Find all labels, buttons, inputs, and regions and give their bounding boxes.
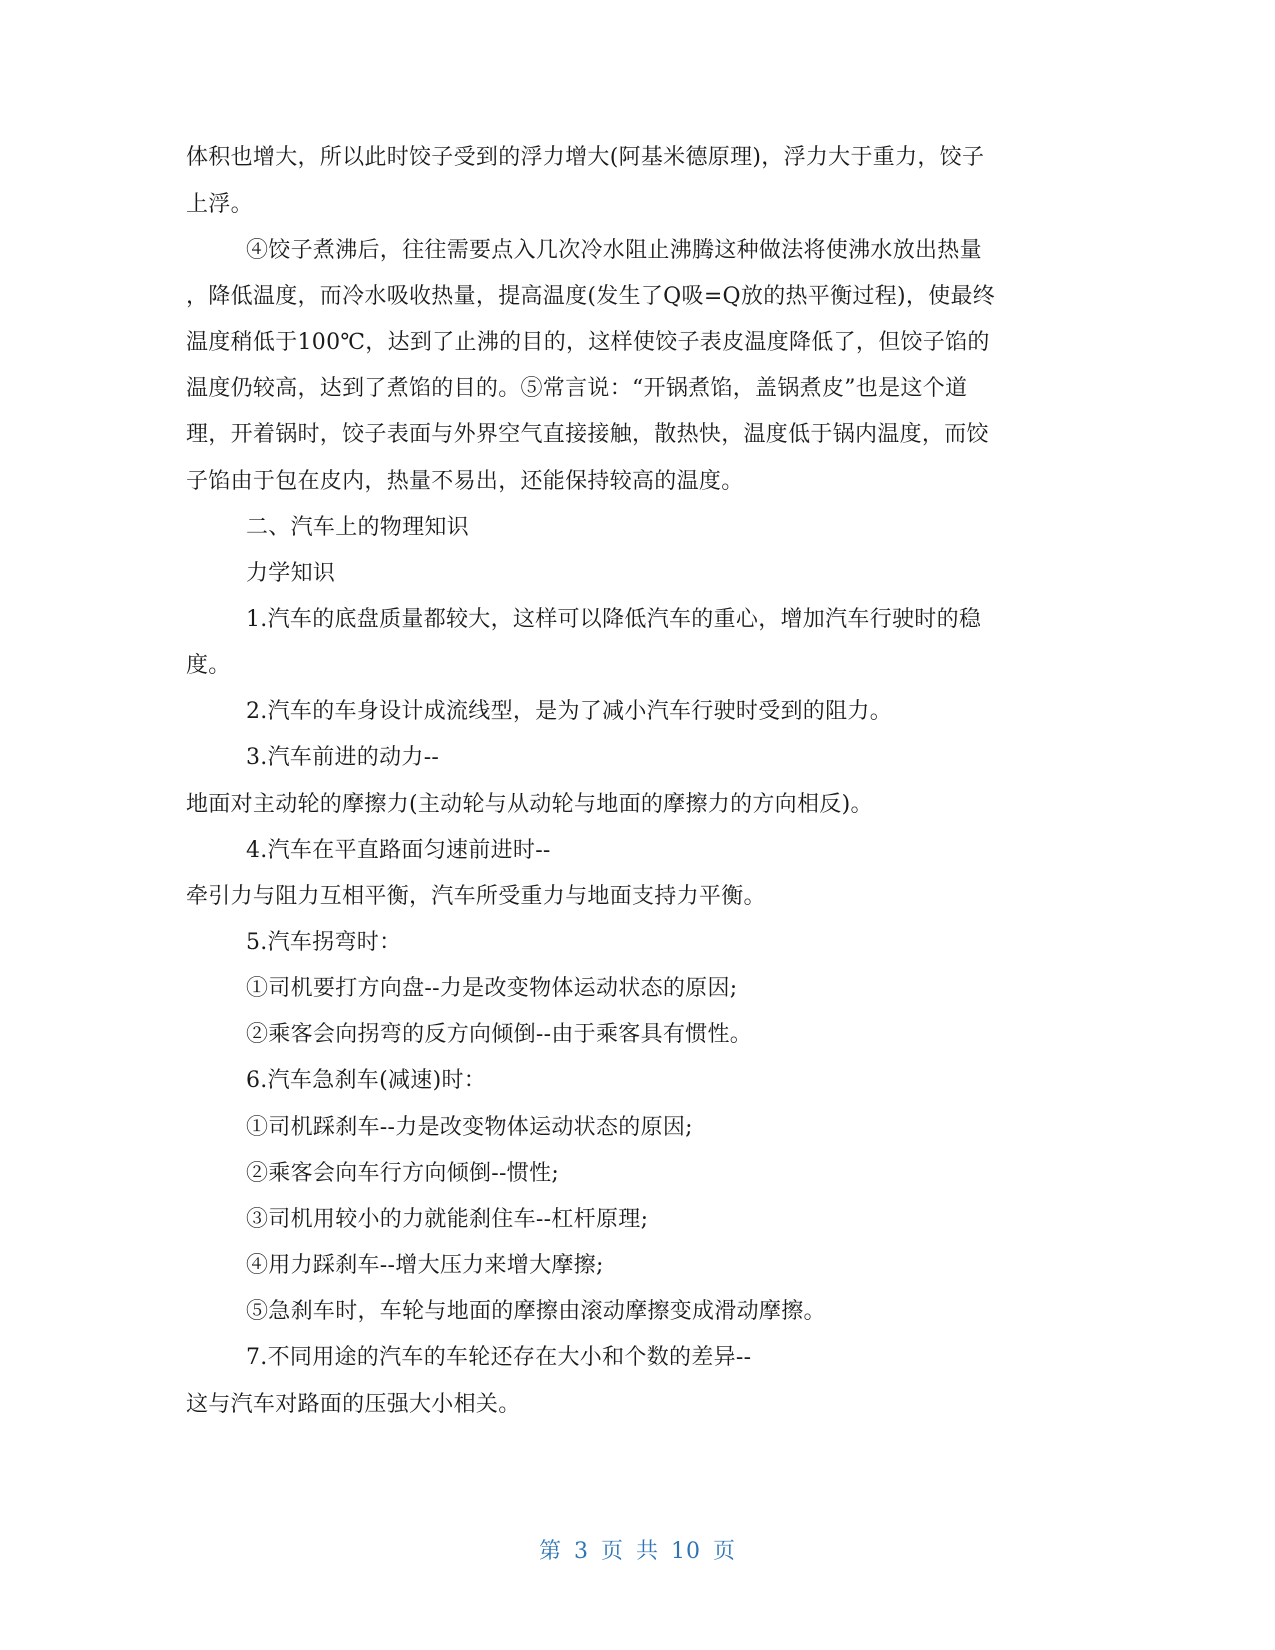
body-line: ⑤急刹车时，车轮与地面的摩擦由滚动摩擦变成滑动摩擦。	[246, 1299, 826, 1324]
body-line: 3.汽车前进的动力--	[246, 745, 440, 770]
page-footer	[0, 1537, 1275, 1567]
body-line: 理，开着锅时，饺子表面与外界空气直接接触，散热快，温度低于锅内温度，而饺	[186, 422, 989, 447]
body-line: 1.汽车的底盘质量都较大，这样可以降低汽车的重心，增加汽车行驶时的稳	[246, 607, 982, 632]
body-line: 5.汽车拐弯时：	[246, 930, 402, 955]
body-line: 体积也增大，所以此时饺子受到的浮力增大(阿基米德原理)，浮力大于重力，饺子	[186, 145, 985, 170]
body-line: ④用力踩刹车--增大压力来增大摩擦;	[246, 1253, 604, 1278]
body-line: ①司机踩刹车--力是改变物体运动状态的原因;	[246, 1115, 693, 1140]
footer-current-page: 3	[573, 1539, 589, 1564]
body-line: 温度稍低于100℃，达到了止沸的目的，这样使饺子表皮温度降低了，但饺子馅的	[186, 330, 990, 355]
body-line: 4.汽车在平直路面匀速前进时--	[246, 838, 551, 863]
footer-prefix: 第	[538, 1539, 562, 1564]
footer-total-word: 共	[636, 1539, 660, 1564]
body-line: ②乘客会向车行方向倾倒--惯性;	[246, 1161, 560, 1186]
section-heading: 二、汽车上的物理知识	[246, 515, 470, 540]
body-line: 6.汽车急刹车(减速)时：	[246, 1068, 487, 1093]
body-line: 地面对主动轮的摩擦力(主动轮与从动轮与地面的摩擦力的方向相反)。	[186, 792, 873, 817]
body-line: ③司机用较小的力就能刹住车--杠杆原理;	[246, 1207, 649, 1232]
body-line: 温度仍较高，达到了煮馅的目的。⑤常言说：“开锅煮馅，盖锅煮皮”也是这个道	[186, 376, 968, 401]
footer-total-pages: 10	[671, 1539, 702, 1564]
footer-page-word: 页	[600, 1539, 624, 1564]
body-line: ，降低温度，而冷水吸收热量，提高温度(发生了Q吸=Q放的热平衡过程)，使最终	[186, 284, 996, 309]
body-line: 度。	[186, 653, 231, 678]
body-line: ④饺子煮沸后，往往需要点入几次冷水阻止沸腾这种做法将使沸水放出热量	[246, 238, 982, 263]
body-line: 子馅由于包在皮内，热量不易出，还能保持较高的温度。	[186, 469, 744, 494]
body-line: 7.不同用途的汽车的车轮还存在大小和个数的差异--	[246, 1345, 752, 1370]
body-line: 这与汽车对路面的压强大小相关。	[186, 1392, 521, 1417]
body-line: ①司机要打方向盘--力是改变物体运动状态的原因;	[246, 976, 738, 1001]
body-line: 2.汽车的车身设计成流线型，是为了减小汽车行驶时受到的阻力。	[246, 699, 892, 724]
body-line: 上浮。	[186, 192, 253, 217]
body-line: 牵引力与阻力互相平衡，汽车所受重力与地面支持力平衡。	[186, 884, 766, 909]
subsection-heading: 力学知识	[246, 561, 336, 586]
body-line: ②乘客会向拐弯的反方向倾倒--由于乘客具有惯性。	[246, 1022, 753, 1047]
footer-suffix: 页	[713, 1539, 737, 1564]
